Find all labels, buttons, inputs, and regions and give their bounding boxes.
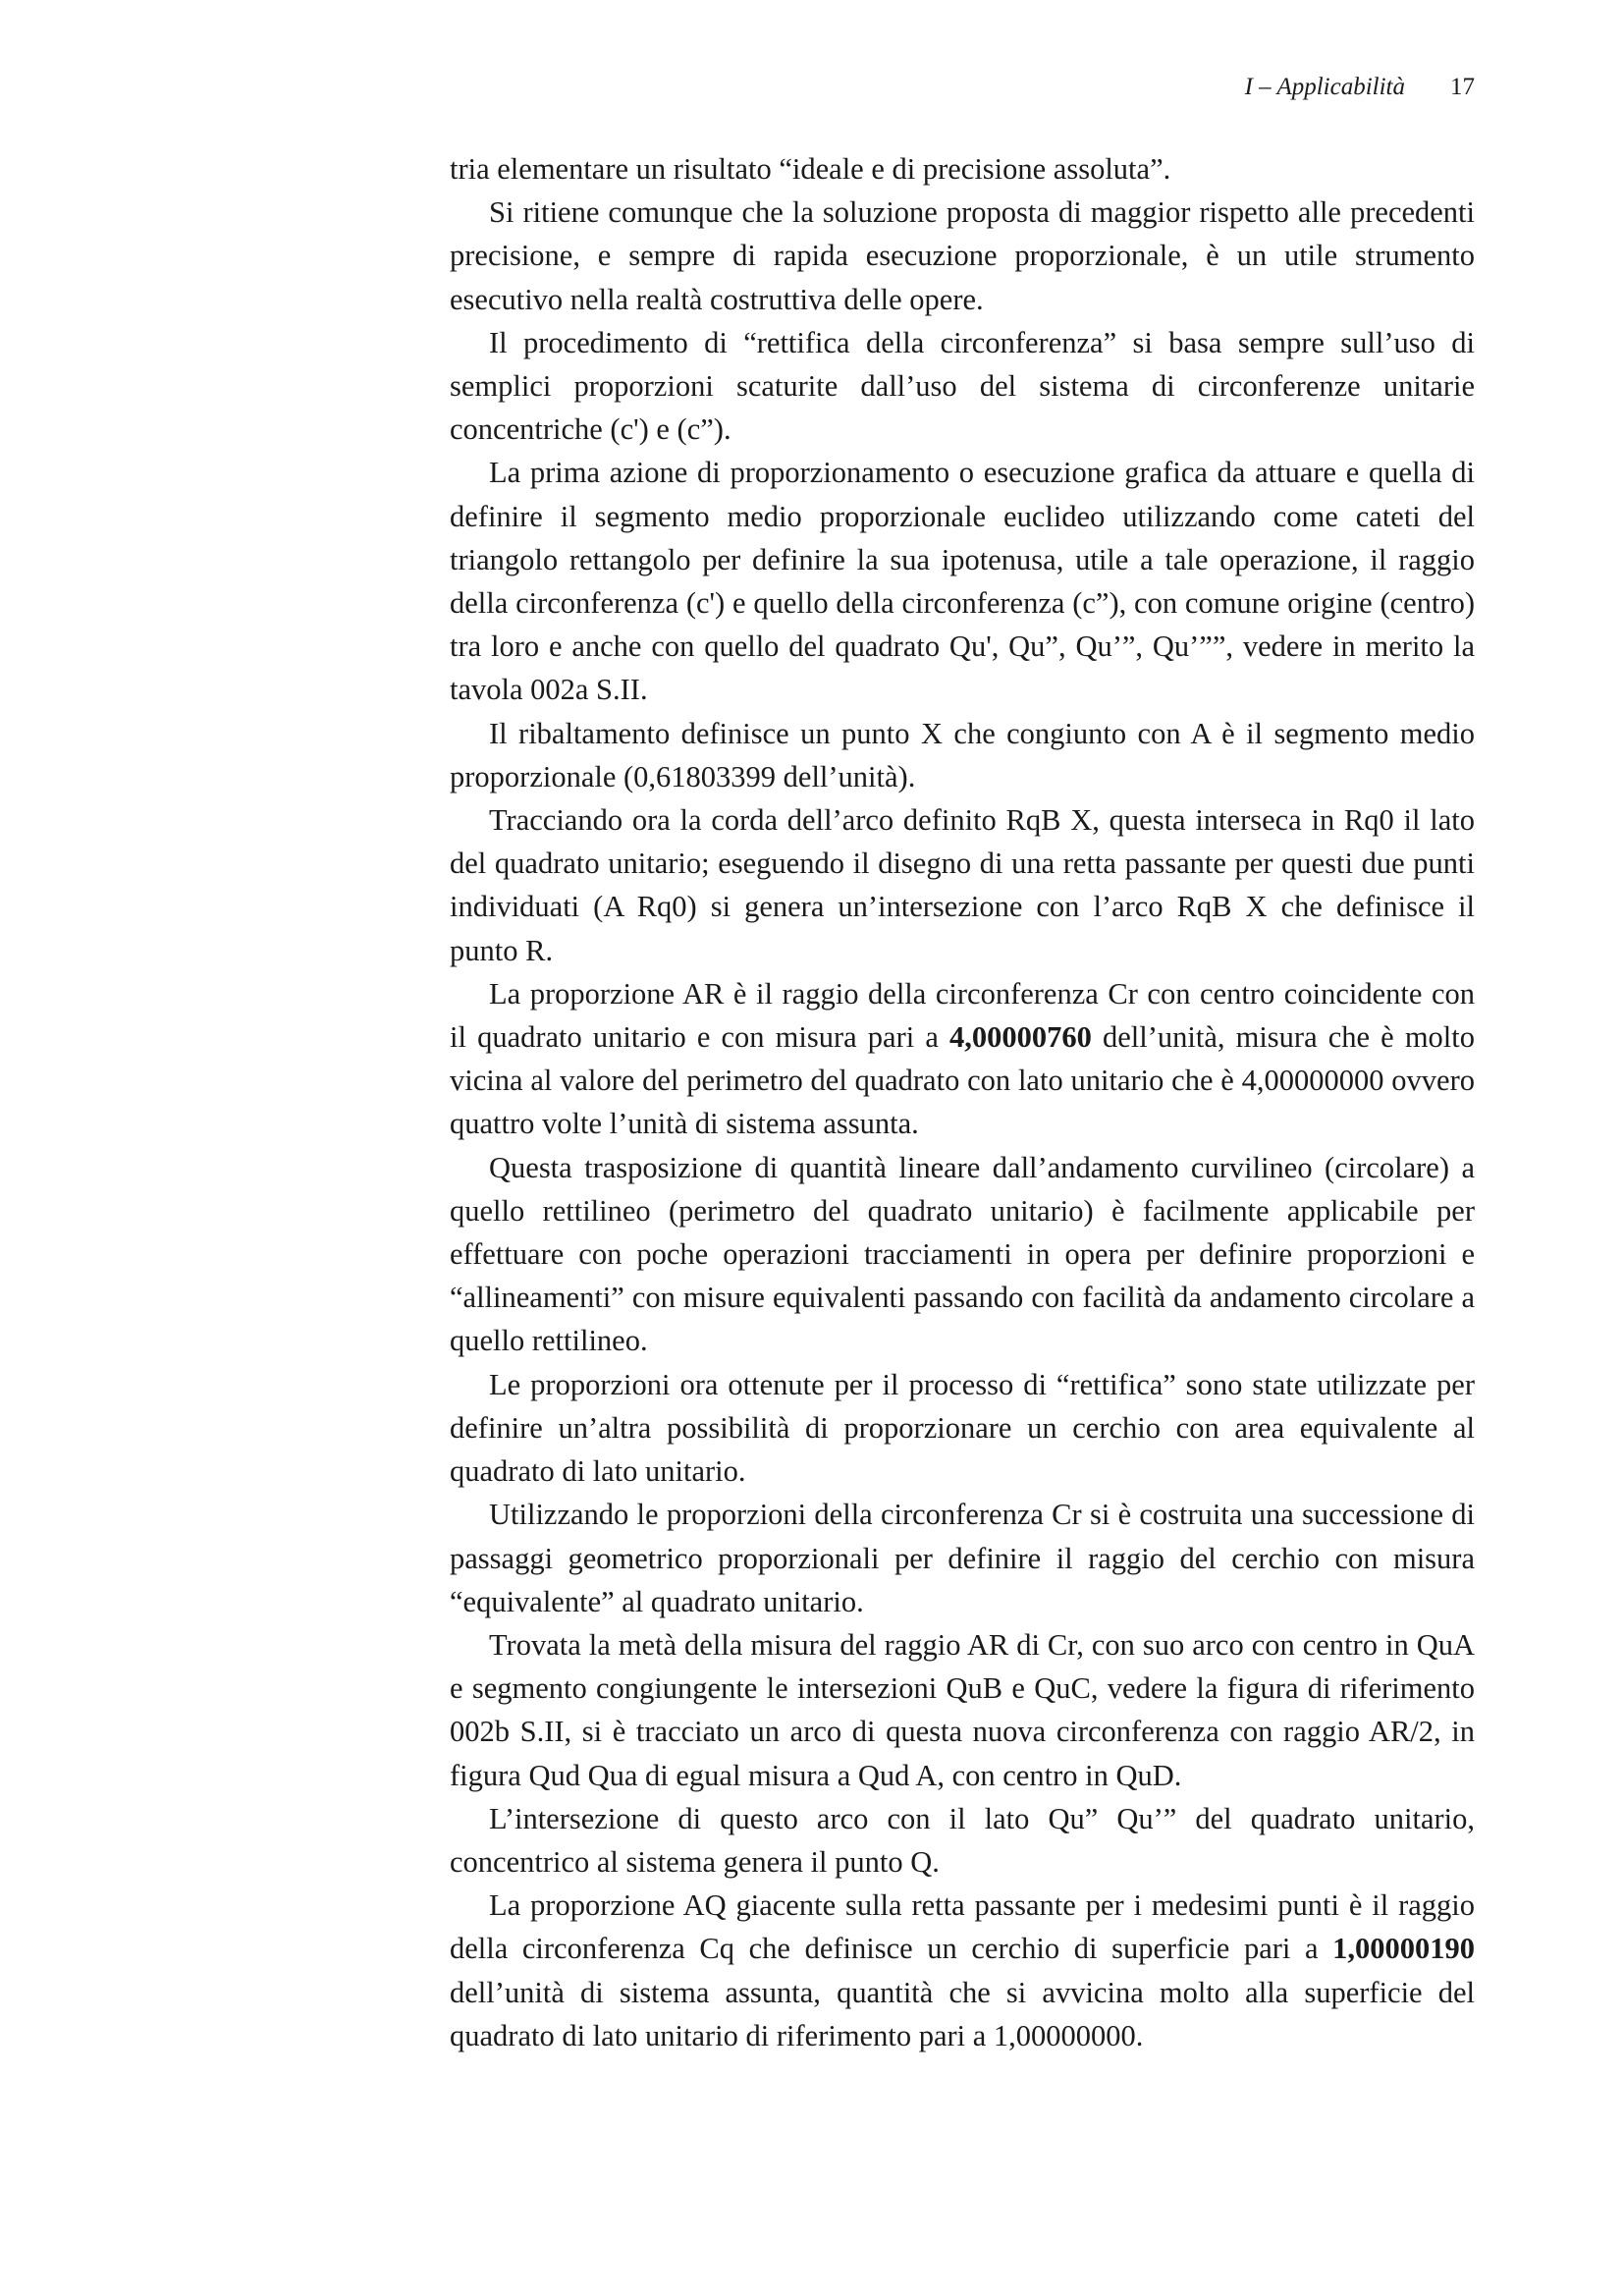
paragraph-text: Il ribaltamento definisce un punto X che congiunto con A è il segmento medio proporzionale (0,61803399 dell’unità). [450, 716, 1475, 793]
body-paragraph [450, 1493, 1475, 1623]
body-paragraph [450, 1363, 1475, 1494]
paragraph-text: Le proporzioni ora ottenute per il processo di “rettifica” sono state utilizzate per definire un’altra possibilità di proporzionare un cerchio con area equivalente al quadrato di lato unitario. [450, 1367, 1475, 1489]
body-paragraph [450, 147, 1475, 191]
paragraph-text: Utilizzando le proporzioni della circonferenza Cr si è costruita una successione di passaggi geometrico proporzionali per definire il raggio del cerchio con misura “equivalente” al quadrato unitario. [450, 1498, 1475, 1618]
body-paragraph [450, 712, 1475, 798]
paragraph-text: dell’unità, misura che è molto vicina al valore del perimetro del quadrato con lato unitario che è 4,00000000 ovvero quattro volte l’unità di sistema assunta. [450, 1020, 1476, 1141]
paragraph-text: La proporzione AQ giacente sulla retta passante per i medesimi punti è il raggio della circonferenza Cq che definisce un cerchio di superficie pari a [450, 1888, 1475, 1966]
body-paragraph [450, 798, 1475, 972]
paragraph-text: L’intersezione di questo arco con il lato Qu” Qu’” del quadrato unitario, concentrico al sistema genera il punto Q. [450, 1801, 1475, 1879]
running-head [1245, 73, 1475, 102]
paragraph-text: La proporzione AR è il raggio della circonferenza Cr con centro coincidente con il quadrato unitario e con misura pari a [450, 976, 1475, 1055]
paragraph-text: Questa trasposizione di quantità lineare dall’andamento curvilineo (circolare) a quello rettilineo (perimetro del quadrato unitario) è facilmente applicabile per effettuare con poche operazioni tracciamenti in opera per definire proporzioni e “allineamenti” con misure equivalenti passando con facilità da andamento circolare a quello rettilineo. [450, 1150, 1475, 1358]
paragraph-text: tria elementare un risultato “ideale e di precisione assoluta”. [450, 152, 1171, 186]
running-head-section: I – Applicabilità [1244, 74, 1405, 100]
paragraph-text: Si ritiene comunque che la soluzione proposta di maggior rispetto alle precedenti precisione, e sempre di rapida esecuzione proporzionale, è un utile strumento esecutivo nella realtà costruttiva delle opere. [450, 195, 1475, 316]
body-paragraph [450, 1623, 1475, 1797]
bold-value: 1,00000190 [1332, 1932, 1475, 1966]
body-paragraph [450, 321, 1475, 452]
body-text [450, 147, 1475, 2057]
page-number: 17 [1450, 74, 1475, 100]
paragraph-text: La prima azione di proporzionamento o esecuzione grafica da attuare e quella di definire il segmento medio proporzionale euclideo utilizzando come cateti del triangolo rettangolo per definire la sua ipotenusa, utile a tale operazione, il raggio della circonferenza (c') e quello della circonferenza (c”), con comune origine (centro) tra loro e anche con quello del quadrato Qu', Qu”, Qu’”, Qu’””, vedere in merito la tavola 002a S.II. [450, 456, 1475, 707]
body-paragraph [450, 191, 1475, 321]
bold-value: 4,00000760 [949, 1020, 1092, 1055]
body-paragraph [450, 1146, 1475, 1363]
paragraph-text: dell’unità di sistema assunta, quantità che si avvicina molto alla superficie del quadrato di lato unitario di riferimento pari a 1,00000000. [450, 1975, 1475, 2052]
body-paragraph [450, 1797, 1475, 1884]
paragraph-text: Il procedimento di “rettifica della circonferenza” si basa sempre sull’uso di semplici proporzioni scaturite dall’uso del sistema di circonferenze unitarie concentriche (c') e (c”). [450, 325, 1475, 447]
body-paragraph [450, 1884, 1475, 2057]
body-paragraph [450, 451, 1475, 711]
paragraph-text: Tracciando ora la corda dell’arco definito RqB X, questa interseca in Rq0 il lato del quadrato unitario; eseguendo il disegno di una retta passante per questi due punti individuati (A Rq0) si genera un’intersezione con l’arco RqB X che definisce il punto R. [450, 803, 1475, 967]
paragraph-text: Trovata la metà della misura del raggio AR di Cr, con suo arco con centro in QuA e segmento congiungente le intersezioni QuB e QuC, vedere la figura di riferimento 002b S.II, si è tracciato un arco di questa nuova circonferenza con raggio AR/2, in figura Qud Qua di egual misura a Qud A, con centro in QuD. [450, 1627, 1475, 1792]
body-paragraph [450, 972, 1475, 1146]
